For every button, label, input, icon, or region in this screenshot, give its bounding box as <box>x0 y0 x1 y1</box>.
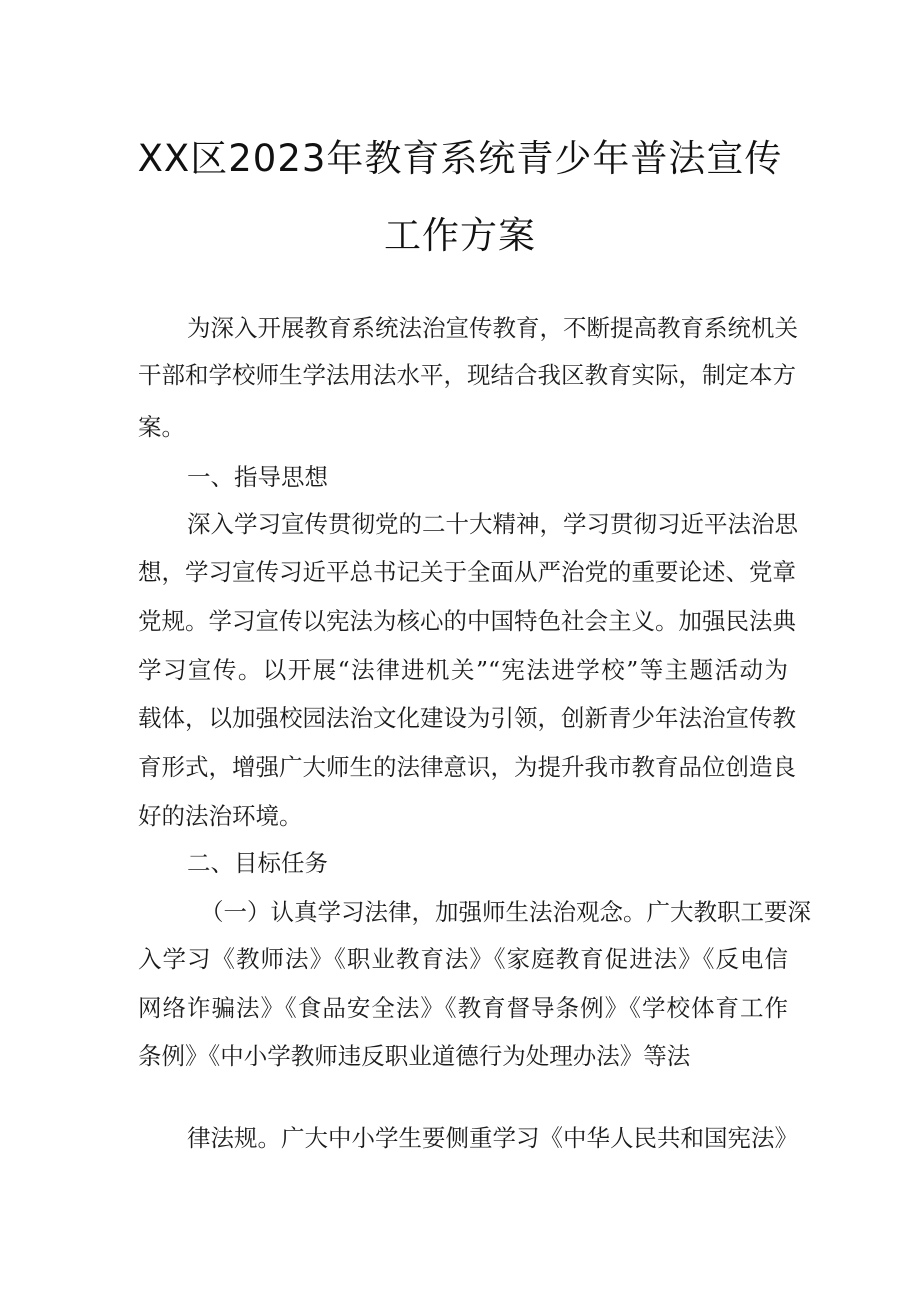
section1-line-5: 载体，以加强校园法治文化建设为引领，创新青少年法治宣传教 <box>138 704 796 732</box>
section1-line-4: 学习宣传。以开展“法律进机关”“宪法进学校”等主题活动为 <box>138 656 788 684</box>
document-title-line-1: XX区2023年教育系统青少年普法宣传 <box>137 137 783 180</box>
section2-line-1: （一）认真学习法律，加强师生法治观念。广大教职工要深 <box>200 898 811 926</box>
section1-line-6: 育形式，增强广大师生的法律意识，为提升我市教育品位创造良 <box>138 753 796 781</box>
section1-line-7: 好的法治环境。 <box>138 802 303 830</box>
intro-line-2: 干部和学校师生学法用法水平，现结合我区教育实际，制定本方 <box>138 361 796 389</box>
section2-line-3: 网络诈骗法》《食品安全法》《教育督导条例》《学校体育工作 <box>138 994 788 1022</box>
section-heading-guiding-ideology: 一、指导思想 <box>187 463 328 491</box>
intro-line-3: 案。 <box>138 413 185 441</box>
section-heading-objectives: 二、目标任务 <box>187 849 328 877</box>
section1-line-3: 党规。学习宣传以宪法为核心的中国特色社会主义。加强民法典 <box>138 607 796 635</box>
intro-line-1: 为深入开展教育系统法治宣传教育，不断提高教育系统机关 <box>187 314 798 342</box>
document-title-line-2: 工作方案 <box>384 214 536 257</box>
section2-line-4: 条例》《中小学教师违反职业道德行为处理办法》等法 <box>138 1042 691 1070</box>
section2-line-2: 入学习《教师法》《职业教育法》《家庭教育促进法》《反电信 <box>138 945 788 973</box>
section1-line-2: 想，学习宣传习近平总书记关于全面从严治党的重要论述、党章 <box>138 558 796 586</box>
section1-line-1: 深入学习宣传贯彻党的二十大精神，学习贯彻习近平法治思 <box>187 510 798 538</box>
section2-line-5: 律法规。广大中小学生要侧重学习《中华人民共和国宪法》 <box>187 1124 798 1152</box>
